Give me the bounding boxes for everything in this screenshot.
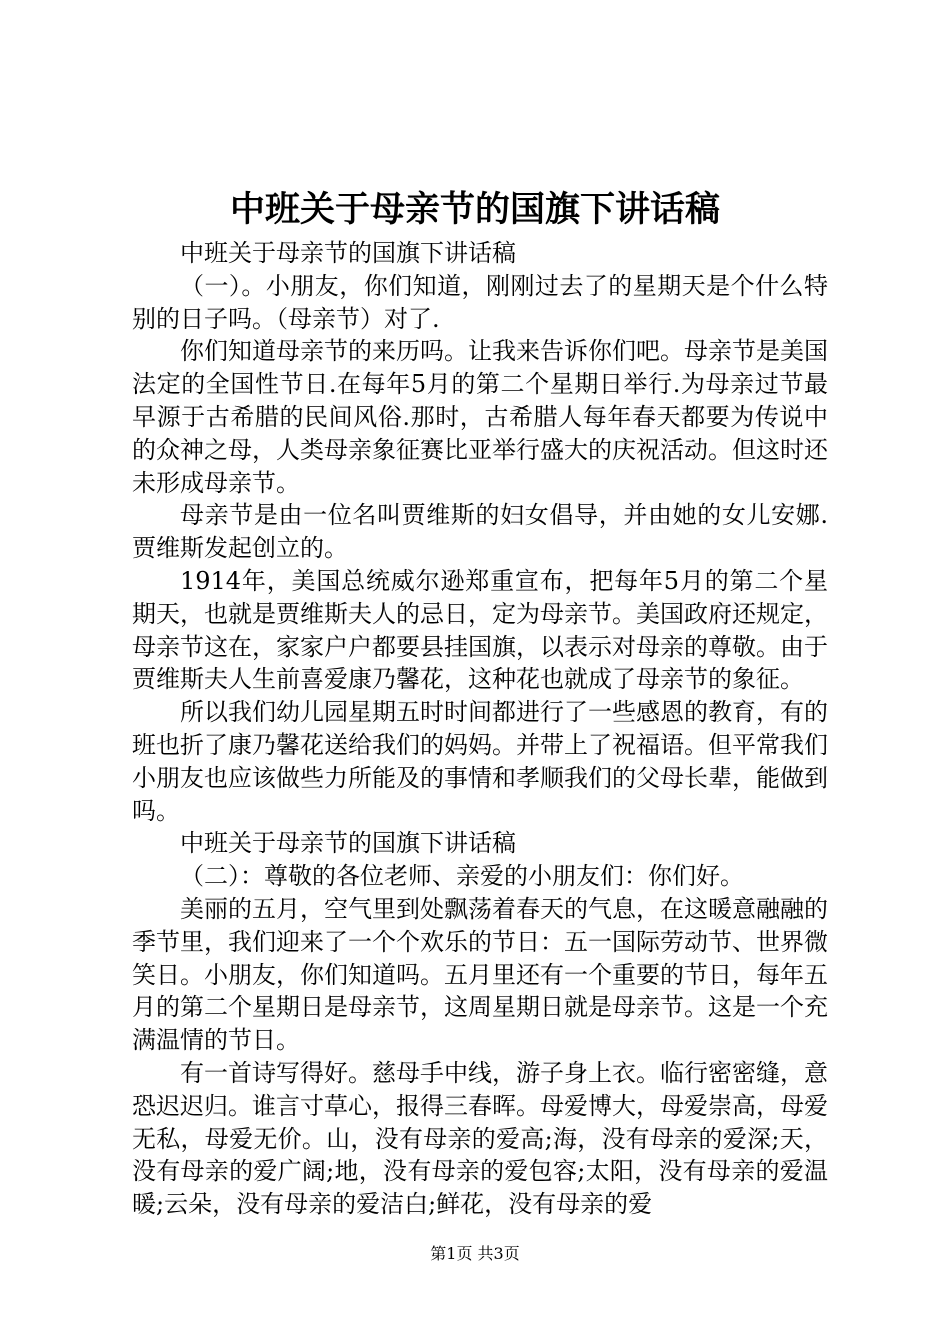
document-body (132, 237, 828, 1221)
paragraph: 中班关于母亲节的国旗下讲话稿 (180, 239, 516, 267)
paragraph: 美丽的五月，空气里到处飘荡着春天的气息，在这暖意融融的季节里，我们迎来了一个个欢乐的节日：五一国际劳动节、世界微笑日。小朋友，你们知道吗。五月里还有一个重要的节日，每年五月的第二个星期日是母亲节，这周星期日就是母亲节。这是一个充满温情的节日。 (132, 894, 828, 1055)
paragraph: 你们知道母亲节的来历吗。让我来告诉你们吧。母亲节是美国法定的全国性节日.在每年5月的第二个星期日举行.为母亲过节最早源于古希腊的民间风俗.那时，古希腊人每年春天都要为传说中的众神之母，人类母亲象征赛比亚举行盛大的庆祝活动。但这时还未形成母亲节。 (132, 337, 828, 497)
page-footer: 第1页 共3页 (430, 1244, 520, 1263)
paragraph: 有一首诗写得好。慈母手中线，游子身上衣。临行密密缝，意恐迟迟归。谁言寸草心，报得三春晖。母爱博大，母爱崇高，母爱无私，母爱无价。山，没有母亲的爱高;海，没有母亲的爱深;天，没有母亲的爱广阔;地，没有母亲的爱包容;太阳，没有母亲的爱温暖;云朵，没有母亲的爱洁白;鲜花，没有母亲的爱 (132, 1058, 828, 1219)
paragraph: （二）：尊敬的各位老师、亲爱的小朋友们：你们好。 (180, 862, 744, 891)
paragraph: 中班关于母亲节的国旗下讲话稿 (180, 829, 516, 858)
paragraph: 1914年，美国总统威尔逊郑重宣布，把每年5月的第二个星期天，也就是贾维斯夫人的忌日，定为母亲节。美国政府还规定，母亲节这在，家家户户都要县挂国旗，以表示对母亲的尊敬。由于贾维斯夫人生前喜爱康乃馨花，这种花也就成了母亲节的象征。 (132, 566, 828, 694)
paragraph: 母亲节是由一位名叫贾维斯的妇女倡导，并由她的女儿安娜.贾维斯发起创立的。 (132, 501, 828, 563)
paragraph: （一）。小朋友，你们知道，刚刚过去了的星期天是个什么特别的日子吗。（母亲节）对了. (132, 271, 828, 333)
paragraph: 所以我们幼儿园星期五时时间都进行了一些感恩的教育，有的班也折了康乃馨花送给我们的妈妈。并带上了祝福语。但平常我们小朋友也应该做些力所能及的事情和孝顺我们的父母长辈，能做到吗。 (132, 698, 828, 825)
document-title: 中班关于母亲节的国旗下讲话稿 (229, 189, 720, 230)
